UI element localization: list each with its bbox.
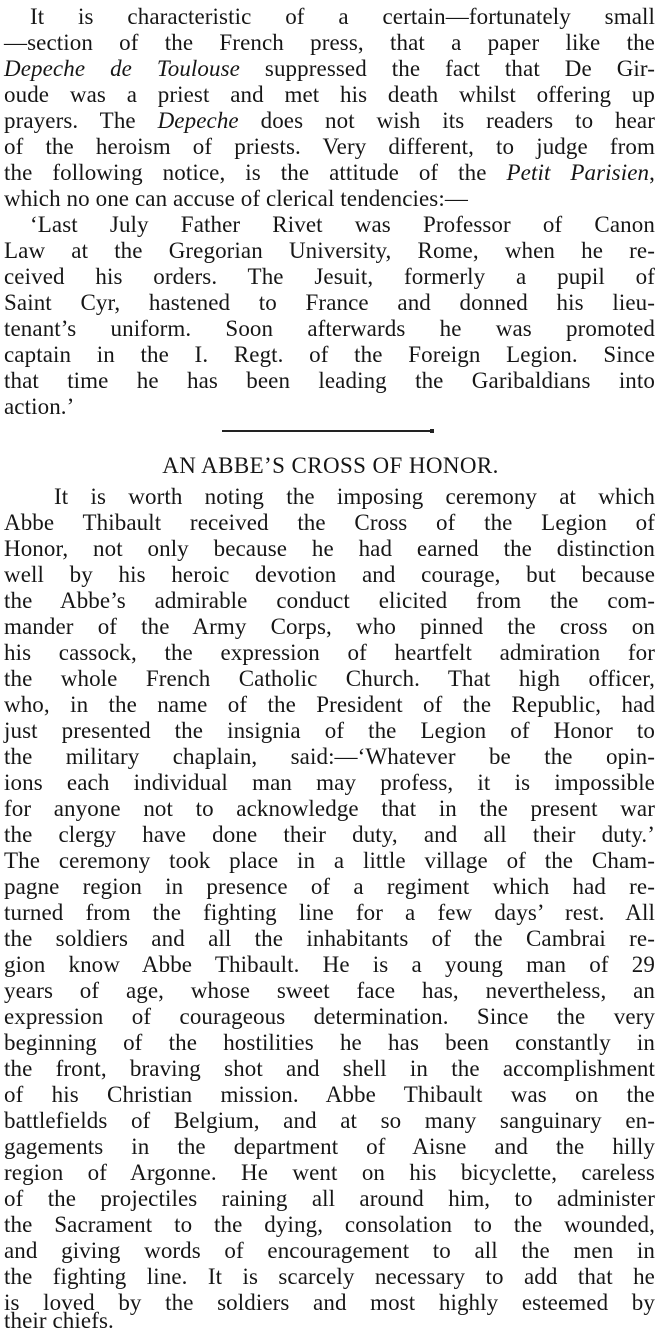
- text-line: prayers. The Depeche does not wish its readers to hear: [4, 108, 655, 133]
- text-line: action.’: [4, 394, 75, 419]
- publication-name: Depeche de Toulouse: [4, 56, 240, 81]
- text-line: Honor, not only because he had earned the distinction: [4, 536, 655, 561]
- text-line: and giving words of encouragement to all the men in: [4, 1238, 655, 1263]
- text-line: the front, braving shot and shell in the accomplishment: [4, 1056, 655, 1081]
- text-line: the Sacrament to the dying, consolation to the wounded,: [4, 1212, 655, 1237]
- text-line: of his Christian mission. Abbe Thibault was on the: [4, 1082, 655, 1107]
- text-line: the Abbe’s admirable conduct elicited from the com-: [4, 588, 655, 613]
- text-line: of the projectiles raining all around him, to administer: [4, 1186, 655, 1211]
- text-line: that time he has been leading the Garibaldians into: [4, 368, 655, 393]
- text-line: oude was a priest and met his death whilst offering up: [4, 82, 655, 107]
- text-line: ceived his orders. The Jesuit, formerly a pupil of: [4, 264, 655, 289]
- text-line: the following notice, is the attitude of the Petit Parisien,: [4, 160, 655, 185]
- article-heading: AN ABBE’S CROSS OF HONOR.: [162, 453, 499, 478]
- text-line: —section of the French press, that a paper like the: [4, 30, 655, 55]
- text-line: well by his heroic devotion and courage, but because: [4, 562, 655, 587]
- text-line: turned from the fighting line for a few days’ rest. All: [4, 900, 655, 925]
- text-line: the clergy have done their duty, and all their duty.’: [4, 822, 655, 847]
- text-line: gion know Abbe Thibault. He is a young man of 29: [4, 952, 655, 977]
- text-line: his cassock, the expression of heartfelt admiration for: [4, 640, 655, 665]
- text-line: for anyone not to acknowledge that in the present war: [4, 796, 655, 821]
- text-line: It is characteristic of a certain—fortunately small: [30, 4, 655, 29]
- text-line: ions each individual man may profess, it is impossible: [4, 770, 655, 795]
- text-line: Depeche de Toulouse suppressed the fact that De Gir-: [4, 56, 655, 81]
- text-line: which no one can accuse of clerical tendencies:—: [4, 186, 468, 211]
- text-line: The ceremony took place in a little village of the Cham-: [4, 848, 655, 873]
- publication-name: Petit Parisien: [506, 160, 650, 185]
- text-line: mander of the Army Corps, who pinned the cross on: [4, 614, 655, 639]
- text-line: just presented the insignia of the Legion of Honor to: [4, 718, 655, 743]
- text-line: years of age, whose sweet face has, nevertheless, an: [4, 978, 655, 1003]
- text-line: Law at the Gregorian University, Rome, when he re-: [4, 238, 655, 263]
- text-line: Saint Cyr, hastened to France and donned his lieu-: [4, 290, 655, 315]
- text-line: battlefields of Belgium, and at so many sanguinary en-: [4, 1108, 655, 1133]
- text-line: captain in the I. Regt. of the Foreign Legion. Since: [4, 342, 655, 367]
- text-line: region of Argonne. He went on his bicyclette, careless: [4, 1160, 655, 1185]
- text-line: who, in the name of the President of the Republic, had: [4, 692, 655, 717]
- publication-name: Depeche: [157, 108, 239, 133]
- text-line: It is worth noting the imposing ceremony at which: [54, 484, 655, 509]
- text-line: Abbe Thibault received the Cross of the Legion of: [4, 510, 655, 535]
- text-line: ‘Last July Father Rivet was Professor of Canon: [30, 212, 655, 237]
- section-divider: [222, 430, 432, 432]
- text-line: pagne region in presence of a regiment which had re-: [4, 874, 655, 899]
- text-line: the military chaplain, said:—‘Whatever be the opin-: [4, 744, 655, 769]
- text-line: the whole French Catholic Church. That high officer,: [4, 666, 655, 691]
- text-line: expression of courageous determination. Since the very: [4, 1004, 655, 1029]
- text-line: beginning of the hostilities he has been constantly in: [4, 1030, 655, 1055]
- text-line: of the heroism of priests. Very different, to judge from: [4, 134, 655, 159]
- text-line: tenant’s uniform. Soon afterwards he was promoted: [4, 316, 655, 341]
- text-line: the soldiers and all the inhabitants of the Cambrai re-: [4, 926, 655, 951]
- text-line: gagements in the department of Aisne and the hilly: [4, 1134, 655, 1159]
- text-line: their chiefs.: [4, 1308, 114, 1333]
- text-line: the fighting line. It is scarcely necessary to add that he: [4, 1264, 655, 1289]
- text-line: is loved by the soldiers and most highly esteemed by: [4, 1290, 655, 1315]
